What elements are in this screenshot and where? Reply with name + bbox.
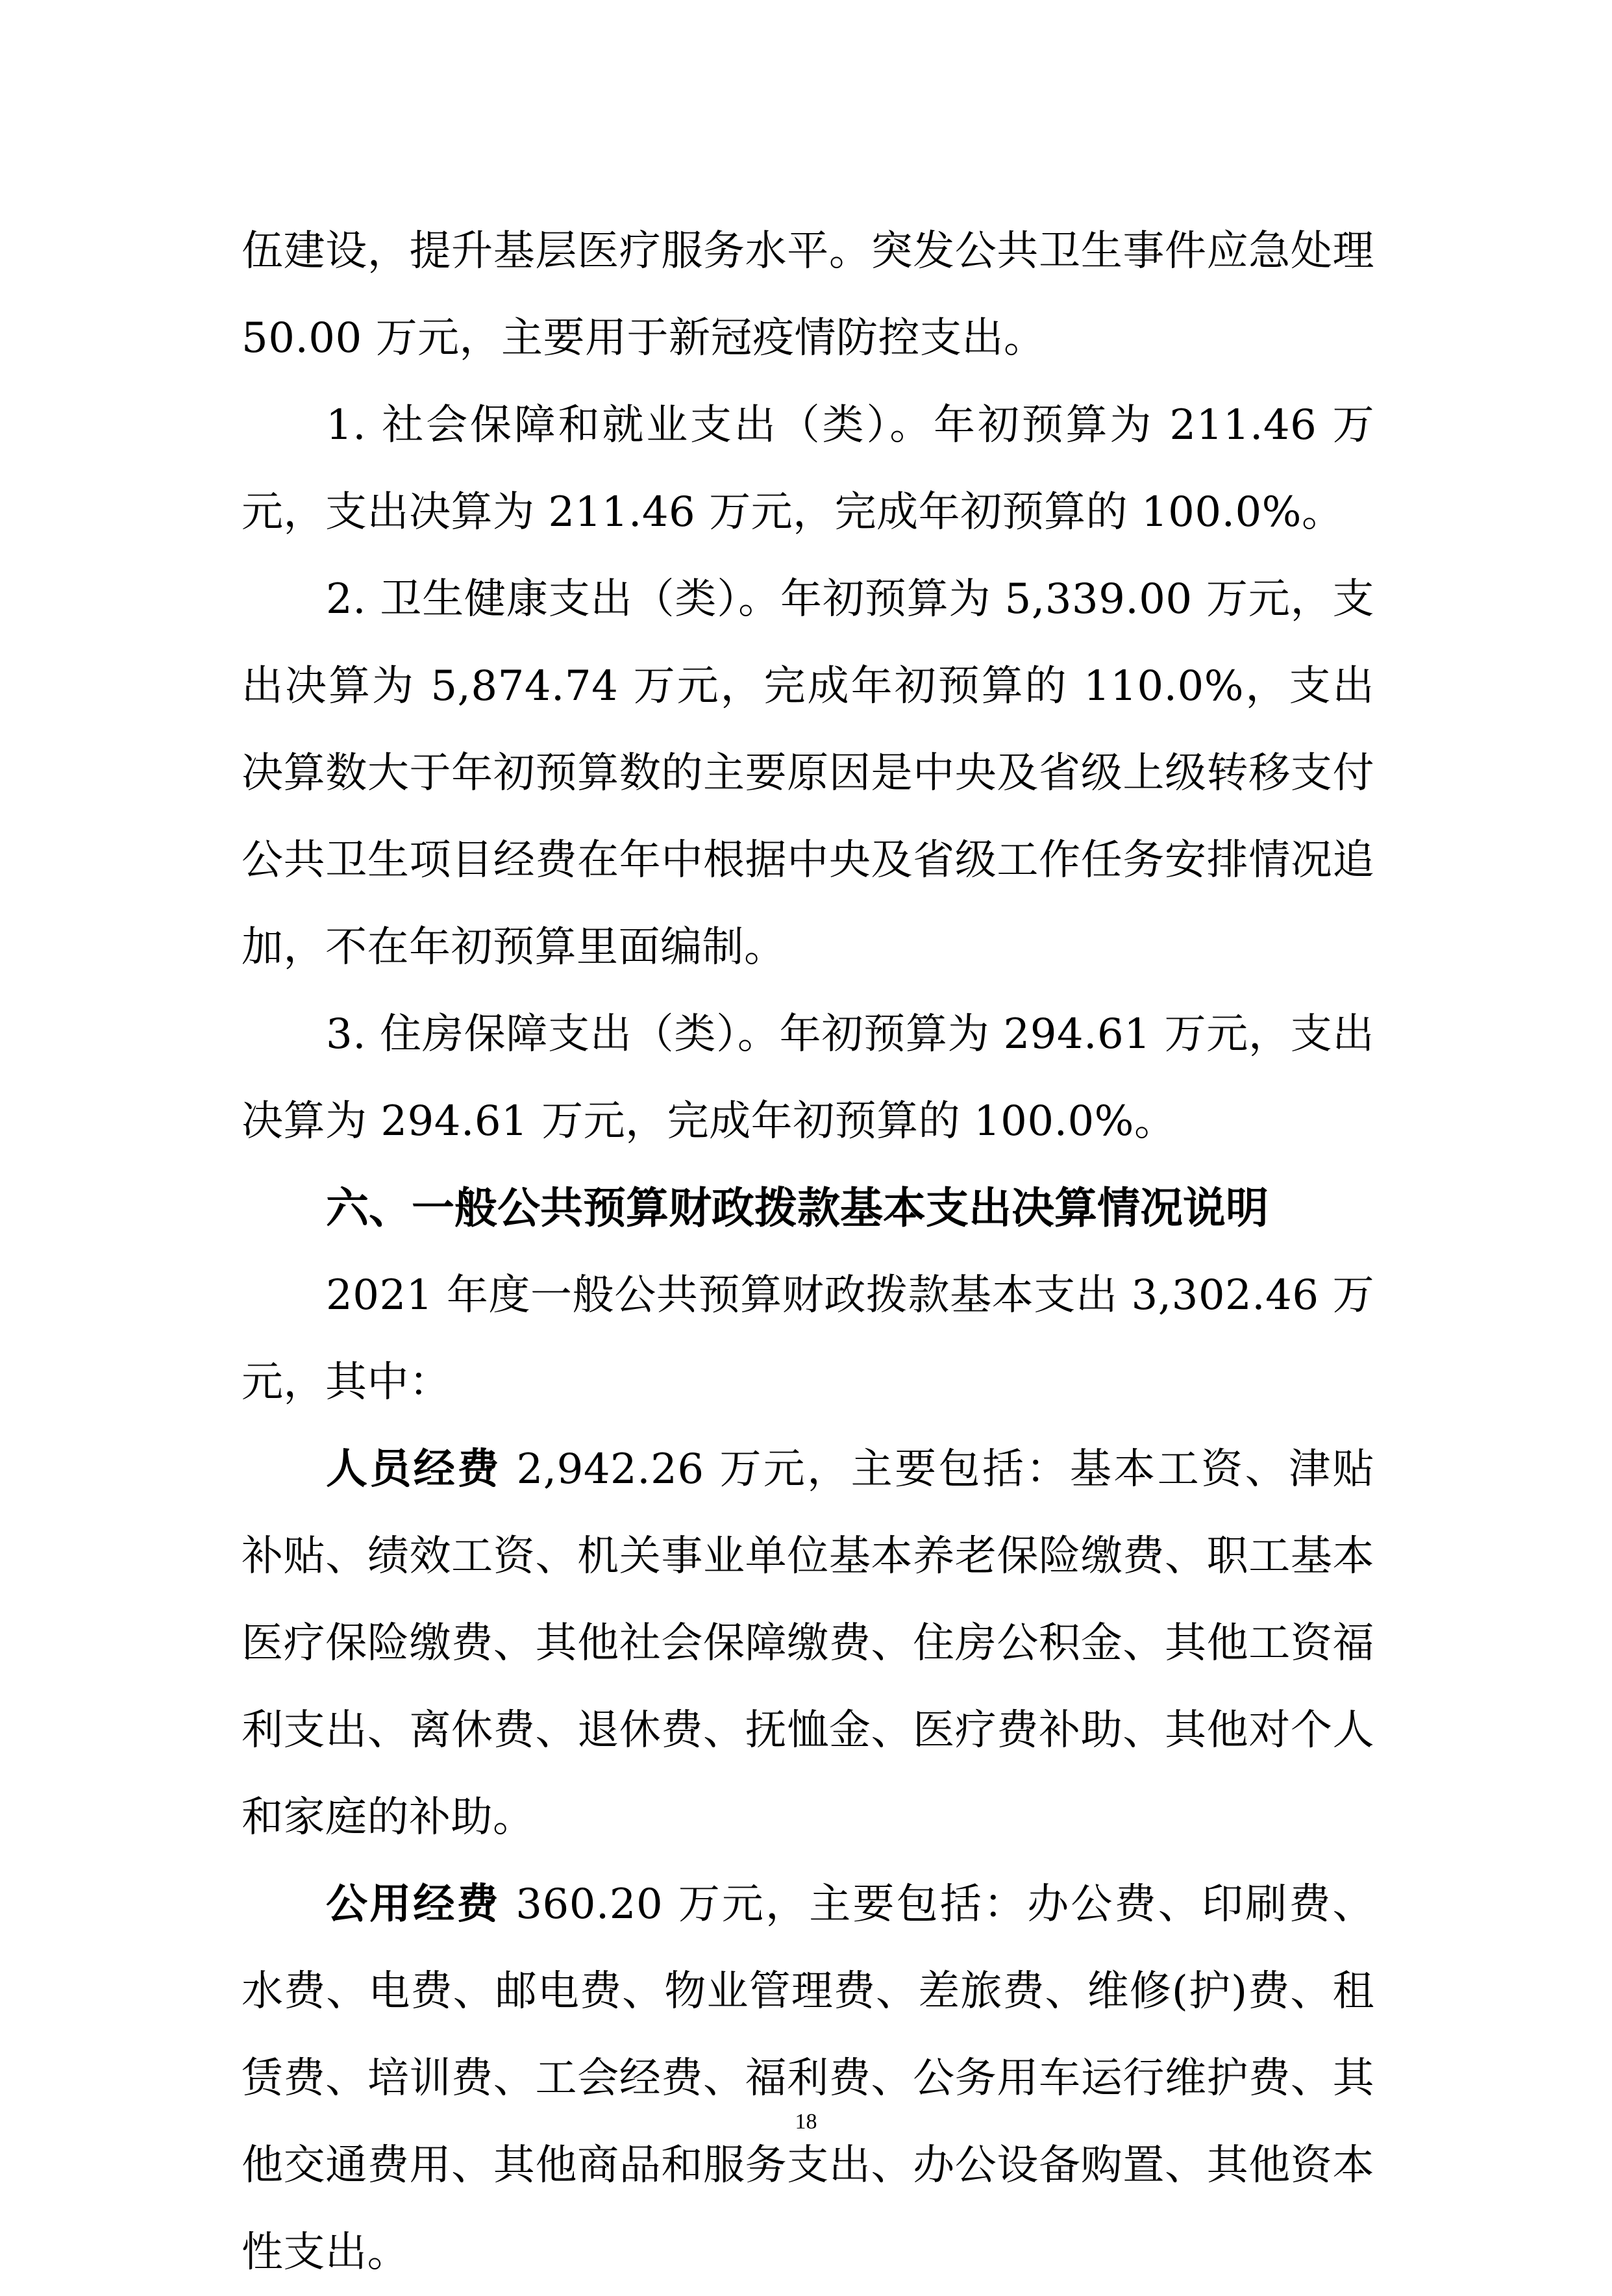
paragraph-social-security: 1. 社会保障和就业支出（类）。年初预算为 211.46 万元，支出决算为 211.46 万元，完成年初预算的 100.0%。 (242, 401, 1374, 536)
paragraph-housing: 3. 住房保障支出（类）。年初预算为 294.61 万元，支出决算为 294.61 万元，完成年初预算的 100.0%。 (242, 1010, 1374, 1145)
public-expenses-text: 360.20 万元，主要包括：办公费、印刷费、水费、电费、邮电费、物业管理费、差旅费、维修(护)费、租赁费、培训费、工会经费、福利费、公务用车运行维护费、其他交通费用、其他商品和服务支出、办公设备购置、其他资本性支出。 (242, 1880, 1375, 2277)
public-expenses-label: 公用经费 (326, 1880, 501, 1928)
page-number: 18 (795, 2110, 817, 2134)
paragraph-basic-expenditure-summary: 2021 年度一般公共预算财政拨款基本支出 3,302.46 万元，其中： (242, 1271, 1374, 1406)
section-heading: 六、一般公共预算财政拨款基本支出决算情况说明 (326, 1183, 1269, 1233)
paragraph-personnel-expenses (242, 1426, 1374, 1861)
paragraph-continuation: 伍建设，提升基层医疗服务水平。突发公共卫生事件应急处理 50.00 万元，主要用于新冠疫情防控支出。 (242, 227, 1374, 362)
body-text (242, 208, 1374, 2296)
paragraph-health: 2. 卫生健康支出（类）。年初预算为 5,339.00 万元，支出决算为 5,874.74 万元，完成年初预算的 110.0%，支出决算数大于年初预算数的主要原因是中央及省级上级转移支付公共卫生项目经费在年中根据中央及省级工作任务安排情况追加，不在年初预算里面编制。 (242, 575, 1374, 971)
personnel-expenses-text: 2,942.26 万元，主要包括：基本工资、津贴补贴、绩效工资、机关事业单位基本养老保险缴费、职工基本医疗保险缴费、其他社会保障缴费、住房公积金、其他工资福利支出、离休费、退休费、抚恤金、医疗费补助、其他对个人和家庭的补助。 (242, 1445, 1375, 1841)
paragraph-public-expenses (242, 1861, 1374, 2296)
personnel-expenses-label: 人员经费 (326, 1445, 501, 1493)
